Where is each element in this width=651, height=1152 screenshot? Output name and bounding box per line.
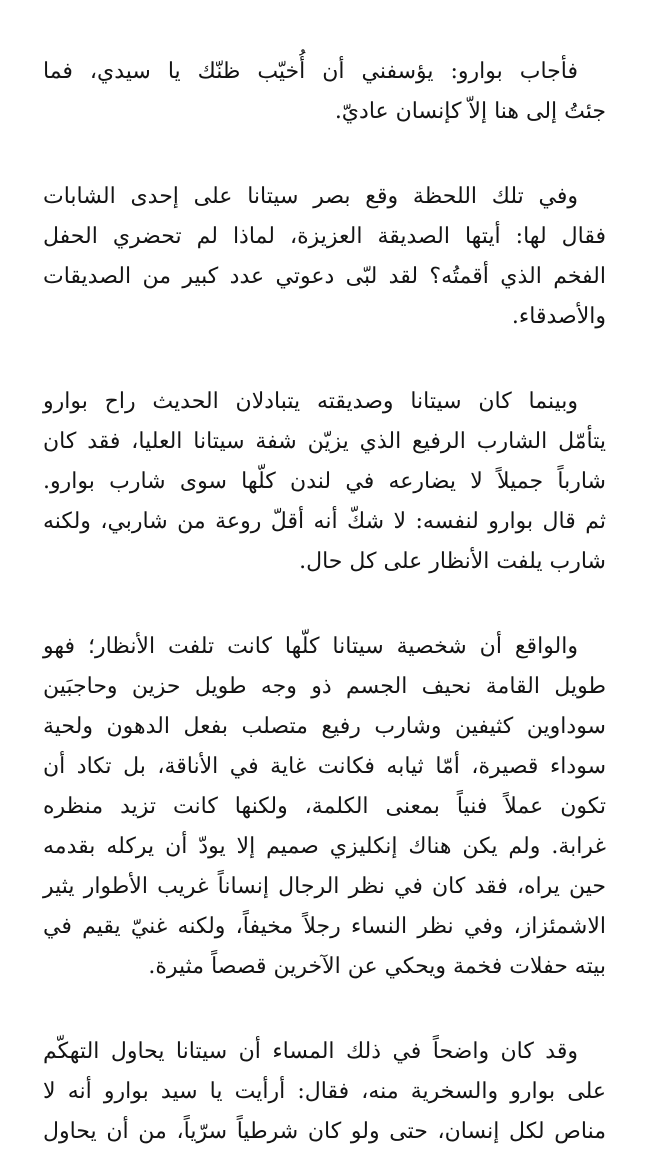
paragraph-5 <box>43 1032 606 1152</box>
text-line: على بوارو والسخرية منه، فقال: أرأيت يا سيد بوارو أنه لا <box>43 1079 606 1104</box>
paragraph-4 <box>43 627 606 987</box>
text-line: حين يراه، فقد كان في نظر الرجال إنساناً غريب الأطوار يثير <box>43 874 606 899</box>
text-line: ثم قال بوارو لنفسه: لا شكّ أنه أقلّ روعة من شاربي، ولكنه <box>43 509 606 534</box>
text-line: طويل القامة نحيف الجسم ذو وجه طويل حزين وحاجبَين <box>43 674 606 699</box>
text-line: تكون عملاً فنياً بمعنى الكلمة، ولكنها كانت تزيد منظره <box>43 794 606 819</box>
paragraph-3 <box>43 382 606 582</box>
paragraph-gap <box>43 337 606 382</box>
text-line: سوداء قصيرة، أمّا ثيابه فكانت غاية في الأناقة، بل تكاد أن <box>43 754 606 779</box>
text-line: غرابة. ولم يكن هناك إنكليزي صميم إلا يودّ أن يركله بقدمه <box>43 834 606 859</box>
text-line: وبينما كان سيتانا وصديقته يتبادلان الحديث راح بوارو <box>43 389 578 414</box>
text-line: مناص لكل إنسان، حتى ولو كان شرطياً سرّياً، من أن يحاول <box>43 1119 606 1144</box>
text-line: والأصدقاء. <box>511 304 606 329</box>
text-line: وقد كان واضحاً في ذلك المساء أن سيتانا يحاول التهكّم <box>43 1039 578 1064</box>
text-line: وفي تلك اللحظة وقع بصر سيتانا على إحدى الشابات <box>43 184 578 209</box>
text-line: سوداوين كثيفين وشارب رفيع متصلب بفعل الدهون ولحية <box>43 714 606 739</box>
text-line: جئتُ إلى هنا إلاّ كإنسان عاديّ. <box>334 99 606 124</box>
text-line: الاشمئزاز، وفي نظر النساء رجلاً مخيفاً، ولكنه غنيّ يقيم في <box>43 914 606 939</box>
text-line: والواقع أن شخصية سيتانا كلّها كانت تلفت الأنظار؛ فهو <box>43 634 578 659</box>
paragraph-gap <box>43 582 606 627</box>
paragraph-2 <box>43 177 606 337</box>
text-line: شارباً جميلاً لا يضارعه في لندن كلّها سوى شارب بوارو. <box>43 469 606 494</box>
text-line: فقال لها: أيتها الصديقة العزيزة، لماذا لم تحضري الحفل <box>43 224 606 249</box>
text-line: يتأمّل الشارب الرفيع الذي يزيّن شفة سيتانا العليا، فقد كان <box>43 429 606 454</box>
text-line: بيته حفلات فخمة ويحكي عن الآخرين قصصاً مثيرة. <box>148 954 606 979</box>
text-line: فأجاب بوارو: يؤسفني أن أُخيّب ظنّك يا سيدي، فما <box>43 59 578 84</box>
paragraph-gap <box>43 987 606 1032</box>
paragraph-1 <box>43 52 606 132</box>
paragraph-gap <box>43 132 606 177</box>
text-line: الفخم الذي أقمتُه؟ لقد لبّى دعوتي عدد كبير من الصديقات <box>43 264 606 289</box>
text-line: شارب يلفت الأنظار على كل حال. <box>299 549 606 574</box>
